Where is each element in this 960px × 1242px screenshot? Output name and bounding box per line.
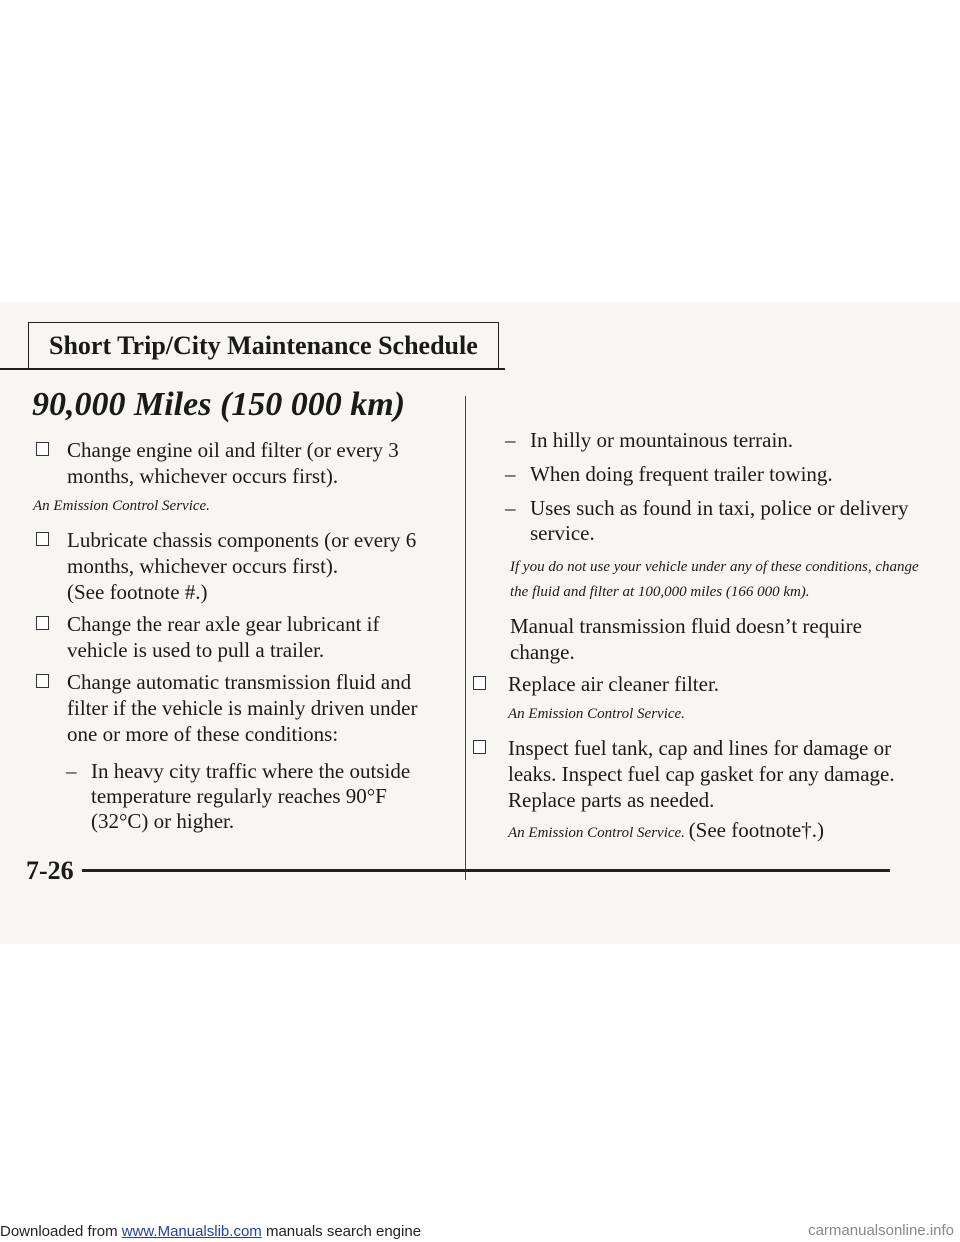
condition-text: In heavy city traffic where the outside temperature regularly reaches 90°F (32°C) or higher. <box>91 759 411 833</box>
fluid-interval-note: If you do not use your vehicle under any of these conditions, change the fluid and filter at 100,000 miles (166 000 km). <box>510 559 919 600</box>
checklist-item <box>470 671 920 697</box>
checklist-item <box>470 735 920 813</box>
item-text: Inspect fuel tank, cap and lines for damage or leaks. Inspect fuel cap gasket for any damage. Replace parts as needed. <box>508 736 895 812</box>
checkbox-icon[interactable] <box>473 740 486 754</box>
download-watermark <box>0 1223 421 1240</box>
condition-item <box>470 462 920 487</box>
header-title: Short Trip/City Maintenance Schedule <box>49 331 478 360</box>
checklist-item <box>33 437 443 489</box>
condition-item <box>470 496 920 546</box>
checkbox-icon[interactable] <box>36 532 49 546</box>
manualslib-link[interactable]: www.Manualslib.com <box>121 1223 262 1240</box>
checkbox-icon[interactable] <box>473 676 486 690</box>
dash-marker: – <box>505 462 516 486</box>
footnote-ref: (See footnote #.) <box>67 580 208 604</box>
emission-note: An Emission Control Service. <box>508 825 685 841</box>
schedule-header <box>28 322 499 370</box>
condition-text: In hilly or mountainous terrain. <box>530 428 794 452</box>
condition-item <box>470 428 920 453</box>
checkbox-icon[interactable] <box>36 616 49 630</box>
left-column <box>33 437 443 843</box>
item-text: Change automatic transmission fluid and filter if the vehicle is mainly driven under one or more of these conditions: <box>67 670 418 746</box>
column-divider <box>465 396 466 880</box>
checkbox-icon[interactable] <box>36 442 49 456</box>
watermark-prefix: Downloaded from <box>0 1223 122 1240</box>
page-number: 7-26 <box>26 856 74 885</box>
condition-text: When doing frequent trailer towing. <box>530 462 833 486</box>
emission-note: An Emission Control Service. <box>33 498 210 514</box>
item-text: Replace air cleaner filter. <box>508 672 720 696</box>
dash-marker: – <box>505 428 516 452</box>
item-text: Lubricate chassis components (or every 6 months, whichever occurs first). <box>67 528 417 578</box>
right-column <box>470 428 920 854</box>
section-title: 90,000 Miles (150 000 km) <box>32 386 406 423</box>
checklist-item <box>33 527 443 605</box>
footnote-ref: (See footnote†.) <box>688 818 824 842</box>
manual-transmission-note: Manual transmission fluid doesn’t require change. <box>510 614 862 664</box>
footer-rule <box>82 869 890 872</box>
dash-marker: – <box>505 496 516 520</box>
checklist-item <box>33 611 443 663</box>
condition-text: Uses such as found in taxi, police or delivery service. <box>530 496 909 545</box>
checklist-item <box>33 669 443 747</box>
emission-note-with-footnote <box>470 819 920 844</box>
emission-note: An Emission Control Service. <box>508 706 685 722</box>
watermark-suffix: manuals search engine <box>261 1223 422 1240</box>
checkbox-icon[interactable] <box>36 674 49 688</box>
header-rule <box>0 368 505 370</box>
dash-marker: – <box>66 759 77 783</box>
item-text: Change the rear axle gear lubricant if vehicle is used to pull a trailer. <box>67 612 380 662</box>
site-watermark: carmanualsonline.info <box>808 1222 954 1239</box>
item-text: Change engine oil and filter (or every 3 months, whichever occurs first). <box>67 438 399 488</box>
condition-item <box>33 759 443 834</box>
